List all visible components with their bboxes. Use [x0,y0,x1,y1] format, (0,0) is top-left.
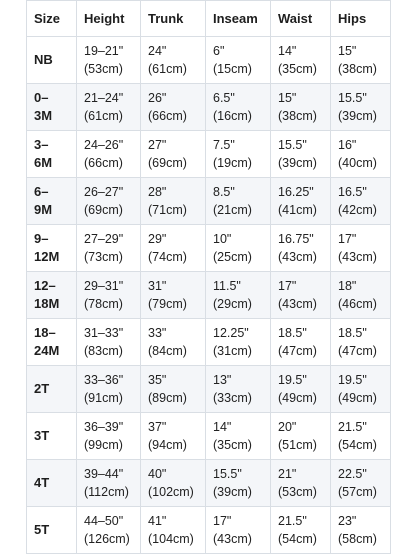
size-value: NB [34,52,53,67]
inseam-cell [206,37,271,84]
hips-value: (47cm) [338,344,377,358]
header-row [27,1,391,37]
hips-cell [331,366,391,413]
size-value: 2T [34,381,50,396]
table-row [27,319,391,366]
hips-value: 21.5" [338,420,367,434]
trunk-value: (74cm) [148,250,187,264]
inseam-value: 17" [213,514,232,528]
inseam-value: (43cm) [213,532,252,546]
table-row [27,178,391,225]
inseam-value: 11.5" [213,279,241,293]
hips-value: 18.5" [338,326,367,340]
table-row [27,272,391,319]
trunk-value: (61cm) [148,62,187,76]
inseam-value: 14" [213,420,232,434]
waist-value: 16.75" [278,232,314,246]
waist-value: (53cm) [278,485,317,499]
height-value: (91cm) [84,391,123,405]
inseam-value: 6.5" [213,91,235,105]
hips-cell [331,84,391,131]
size-chart-body [27,37,391,554]
height-cell [77,507,141,554]
height-cell [77,319,141,366]
inseam-value: (19cm) [213,156,252,170]
trunk-value: 29" [148,232,167,246]
inseam-value: (25cm) [213,250,252,264]
height-value: (112cm) [84,485,129,499]
size-value: 5T [34,522,50,537]
table-row [27,37,391,84]
height-value: (73cm) [84,250,123,264]
height-cell [77,460,141,507]
hips-value: (42cm) [338,203,377,217]
height-cell [77,131,141,178]
trunk-value: 28" [148,185,167,199]
size-chart-table [26,0,391,554]
hips-cell [331,460,391,507]
waist-cell [271,272,331,319]
hips-value: (39cm) [338,109,377,123]
trunk-cell [141,460,206,507]
height-value: 39–44" [84,467,124,481]
waist-value: 17" [278,279,297,293]
hips-value: (38cm) [338,62,377,76]
height-value: 33–36" [84,373,124,387]
height-value: 36–39" [84,420,124,434]
inseam-value: 12.25" [213,326,249,340]
height-cell [77,225,141,272]
size-value: 0– [34,90,49,105]
hips-value: 23" [338,514,357,528]
trunk-value: (66cm) [148,109,187,123]
size-value: 4T [34,475,50,490]
height-value: (66cm) [84,156,123,170]
trunk-cell [141,37,206,84]
size-cell [27,84,77,131]
height-cell [77,272,141,319]
size-cell [27,131,77,178]
hips-cell [331,131,391,178]
waist-value: 15" [278,91,297,105]
trunk-value: (84cm) [148,344,187,358]
trunk-value: (89cm) [148,391,187,405]
hips-cell [331,272,391,319]
trunk-cell [141,131,206,178]
hips-value: 17" [338,232,357,246]
size-value: 12M [34,249,60,264]
size-cell [27,507,77,554]
trunk-value: (94cm) [148,438,187,452]
trunk-value: (71cm) [148,203,187,217]
height-value: (126cm) [84,532,130,546]
header-hips: Hips [331,1,391,37]
size-chart-container [26,0,390,546]
inseam-value: (21cm) [213,203,252,217]
waist-value: 20" [278,420,297,434]
inseam-value: (31cm) [213,344,252,358]
hips-cell [331,507,391,554]
table-row [27,366,391,413]
inseam-value: 8.5" [213,185,235,199]
waist-value: 19.5" [278,373,307,387]
height-value: 19–21" [84,44,124,58]
waist-cell [271,131,331,178]
size-value: 9M [34,202,53,217]
header-trunk: Trunk [141,1,206,37]
hips-value: (40cm) [338,156,377,170]
trunk-cell [141,178,206,225]
size-value: 18M [34,296,60,311]
inseam-cell [206,84,271,131]
inseam-value: 13" [213,373,232,387]
height-cell [77,413,141,460]
inseam-cell [206,319,271,366]
table-row [27,84,391,131]
inseam-value: (39cm) [213,485,252,499]
inseam-value: (16cm) [213,109,252,123]
hips-value: 18" [338,279,357,293]
inseam-value: (33cm) [213,391,252,405]
height-value: 24–26" [84,138,124,152]
waist-value: 16.25" [278,185,314,199]
trunk-cell [141,319,206,366]
inseam-value: (29cm) [213,297,252,311]
height-cell [77,178,141,225]
hips-value: 16.5" [338,185,367,199]
hips-cell [331,37,391,84]
trunk-value: 31" [148,279,167,293]
trunk-value: 26" [148,91,167,105]
hips-value: 19.5" [338,373,367,387]
inseam-value: 15.5" [213,467,242,481]
waist-value: (38cm) [278,109,317,123]
waist-value: 21" [278,467,297,481]
inseam-cell [206,413,271,460]
height-value: (99cm) [84,438,123,452]
trunk-cell [141,225,206,272]
trunk-value: 27" [148,138,167,152]
hips-value: 15" [338,44,357,58]
height-value: 31–33" [84,326,124,340]
hips-value: 15.5" [338,91,367,105]
table-row [27,507,391,554]
height-cell [77,366,141,413]
hips-value: (58cm) [338,532,377,546]
trunk-value: 40" [148,467,167,481]
table-row [27,460,391,507]
waist-value: (54cm) [278,532,317,546]
waist-value: (41cm) [278,203,317,217]
header-inseam: Inseam [206,1,271,37]
header-size: Size [27,1,77,37]
height-value: 44–50" [84,514,124,528]
trunk-cell [141,413,206,460]
table-row [27,131,391,178]
height-value: (69cm) [84,203,123,217]
waist-cell [271,225,331,272]
size-value: 9– [34,231,49,246]
waist-value: (39cm) [278,156,317,170]
height-value: (61cm) [84,109,123,123]
size-cell [27,178,77,225]
header-height: Height [77,1,141,37]
header-waist: Waist [271,1,331,37]
trunk-cell [141,366,206,413]
waist-cell [271,507,331,554]
trunk-value: 41" [148,514,167,528]
inseam-value: (35cm) [213,438,252,452]
waist-value: (43cm) [278,250,317,264]
waist-value: 21.5" [278,514,307,528]
size-value: 18– [34,325,56,340]
waist-value: (43cm) [278,297,317,311]
inseam-cell [206,507,271,554]
inseam-value: 7.5" [213,138,235,152]
waist-cell [271,413,331,460]
waist-cell [271,37,331,84]
height-value: (53cm) [84,62,123,76]
height-value: (78cm) [84,297,123,311]
hips-value: (54cm) [338,438,377,452]
waist-value: 14" [278,44,297,58]
waist-value: 18.5" [278,326,307,340]
size-cell [27,413,77,460]
waist-cell [271,319,331,366]
height-value: 26–27" [84,185,124,199]
size-value: 24M [34,343,60,358]
hips-value: (49cm) [338,391,377,405]
height-value: 29–31" [84,279,124,293]
height-cell [77,84,141,131]
inseam-cell [206,460,271,507]
trunk-value: (69cm) [148,156,187,170]
height-cell [77,37,141,84]
inseam-cell [206,225,271,272]
trunk-value: (102cm) [148,485,194,499]
size-cell [27,225,77,272]
inseam-value: 6" [213,44,225,58]
size-value: 3– [34,137,49,152]
size-value: 12– [34,278,56,293]
trunk-value: (79cm) [148,297,187,311]
waist-value: (49cm) [278,391,317,405]
waist-cell [271,178,331,225]
hips-cell [331,319,391,366]
size-cell [27,272,77,319]
trunk-cell [141,84,206,131]
hips-cell [331,178,391,225]
waist-cell [271,366,331,413]
trunk-value: 37" [148,420,167,434]
trunk-cell [141,272,206,319]
waist-value: (35cm) [278,62,317,76]
height-value: 27–29" [84,232,124,246]
inseam-cell [206,178,271,225]
trunk-value: 33" [148,326,167,340]
waist-value: 15.5" [278,138,307,152]
inseam-cell [206,131,271,178]
hips-value: 22.5" [338,467,367,481]
trunk-value: (104cm) [148,532,194,546]
size-cell [27,460,77,507]
hips-value: (46cm) [338,297,377,311]
size-value: 3T [34,428,50,443]
inseam-value: (15cm) [213,62,252,76]
waist-cell [271,460,331,507]
size-cell [27,366,77,413]
trunk-value: 24" [148,44,167,58]
trunk-cell [141,507,206,554]
size-cell [27,319,77,366]
inseam-cell [206,272,271,319]
table-row [27,225,391,272]
trunk-value: 35" [148,373,167,387]
hips-cell [331,413,391,460]
inseam-value: 10" [213,232,232,246]
waist-value: (51cm) [278,438,317,452]
size-value: 6– [34,184,49,199]
height-value: (83cm) [84,344,123,358]
table-row [27,413,391,460]
size-value: 6M [34,155,53,170]
size-cell [27,37,77,84]
hips-value: 16" [338,138,357,152]
size-value: 3M [34,108,53,123]
hips-cell [331,225,391,272]
waist-value: (47cm) [278,344,317,358]
inseam-cell [206,366,271,413]
height-value: 21–24" [84,91,124,105]
hips-value: (43cm) [338,250,377,264]
waist-cell [271,84,331,131]
hips-value: (57cm) [338,485,377,499]
